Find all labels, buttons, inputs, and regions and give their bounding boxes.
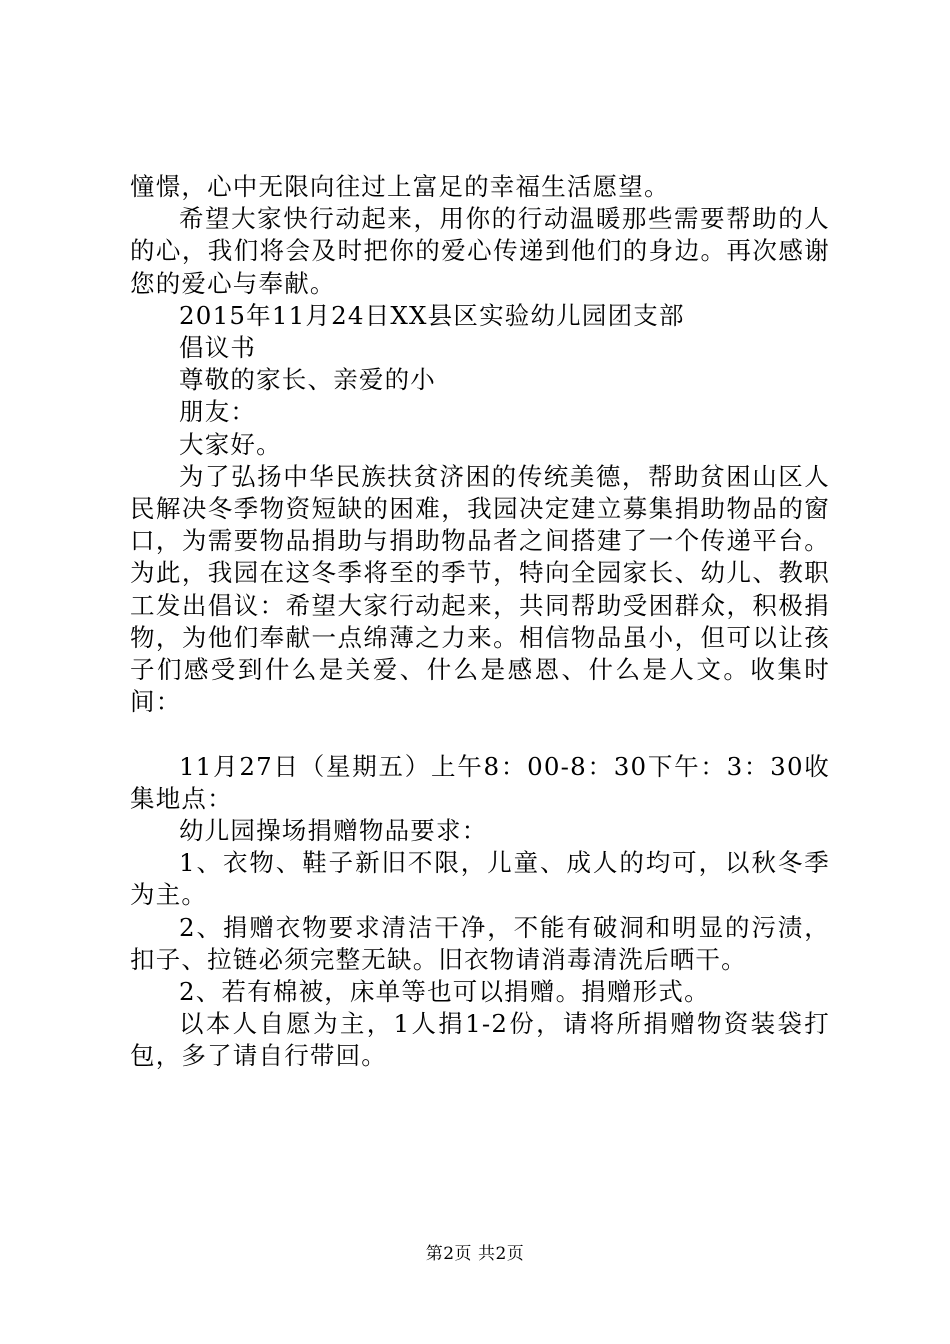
blank-line <box>130 718 830 750</box>
paragraph-signature-date: 2015年11月24日XX县区实验幼儿园团支部 <box>179 300 685 330</box>
page-number-footer: 第2页 共2页 <box>425 1244 525 1264</box>
requirement-item-3: 2、若有棉被，床单等也可以捐赠。捐赠形式。 <box>179 977 710 1007</box>
paragraph-appeal: 希望大家快行动起来，用你的行动温暖那些需要帮助的人的心，我们将会及时把你的爱心传递到他们的身边。再次感谢您的爱心与奉献。 <box>130 204 830 298</box>
paragraph-donation-form: 以本人自愿为主，1人捐1-2份，请将所捐赠物资装袋打包，多了请自行带回。 <box>130 1009 830 1071</box>
document-title: 倡议书 <box>179 333 257 363</box>
paragraph-collection-place: 幼儿园操场捐赠物品要求： <box>179 816 488 846</box>
paragraph-initiative: 为了弘扬中华民族扶贫济困的传统美德，帮助贫困山区人民解决冬季物资短缺的困难，我园决定建立募集捐助物品的窗口，为需要物品捐助与捐助物品者之间搭建了一个传递平台。为此，我园在这冬季将至的季节，特向全园家长、幼儿、教职工发出倡议：希望大家行动起来，共同帮助受困群众，积极捐物，为他们奉献一点绵薄之力来。相信物品虽小，但可以让孩子们感受到什么是关爱、什么是感恩、什么是人文。收集时间： <box>130 461 830 717</box>
requirement-item-1: 1、衣物、鞋子新旧不限，儿童、成人的均可，以秋冬季为主。 <box>130 848 830 910</box>
paragraph-collection-time: 11月27日（星期五）上午8：00-8：30下午：3：30收集地点： <box>130 751 830 813</box>
document-body <box>130 171 830 1073</box>
salutation-line-2: 朋友： <box>179 397 257 427</box>
paragraph-continuation: 憧憬，心中无限向往过上富足的幸福生活愿望。 <box>130 172 670 201</box>
greeting: 大家好。 <box>179 429 282 459</box>
requirement-item-2: 2、捐赠衣物要求清洁干净，不能有破洞和明显的污渍，扣子、拉链必须完整无缺。旧衣物请消毒清洗后晒干。 <box>130 912 830 974</box>
salutation-line-1: 尊敬的家长、亲爱的小 <box>179 365 436 395</box>
